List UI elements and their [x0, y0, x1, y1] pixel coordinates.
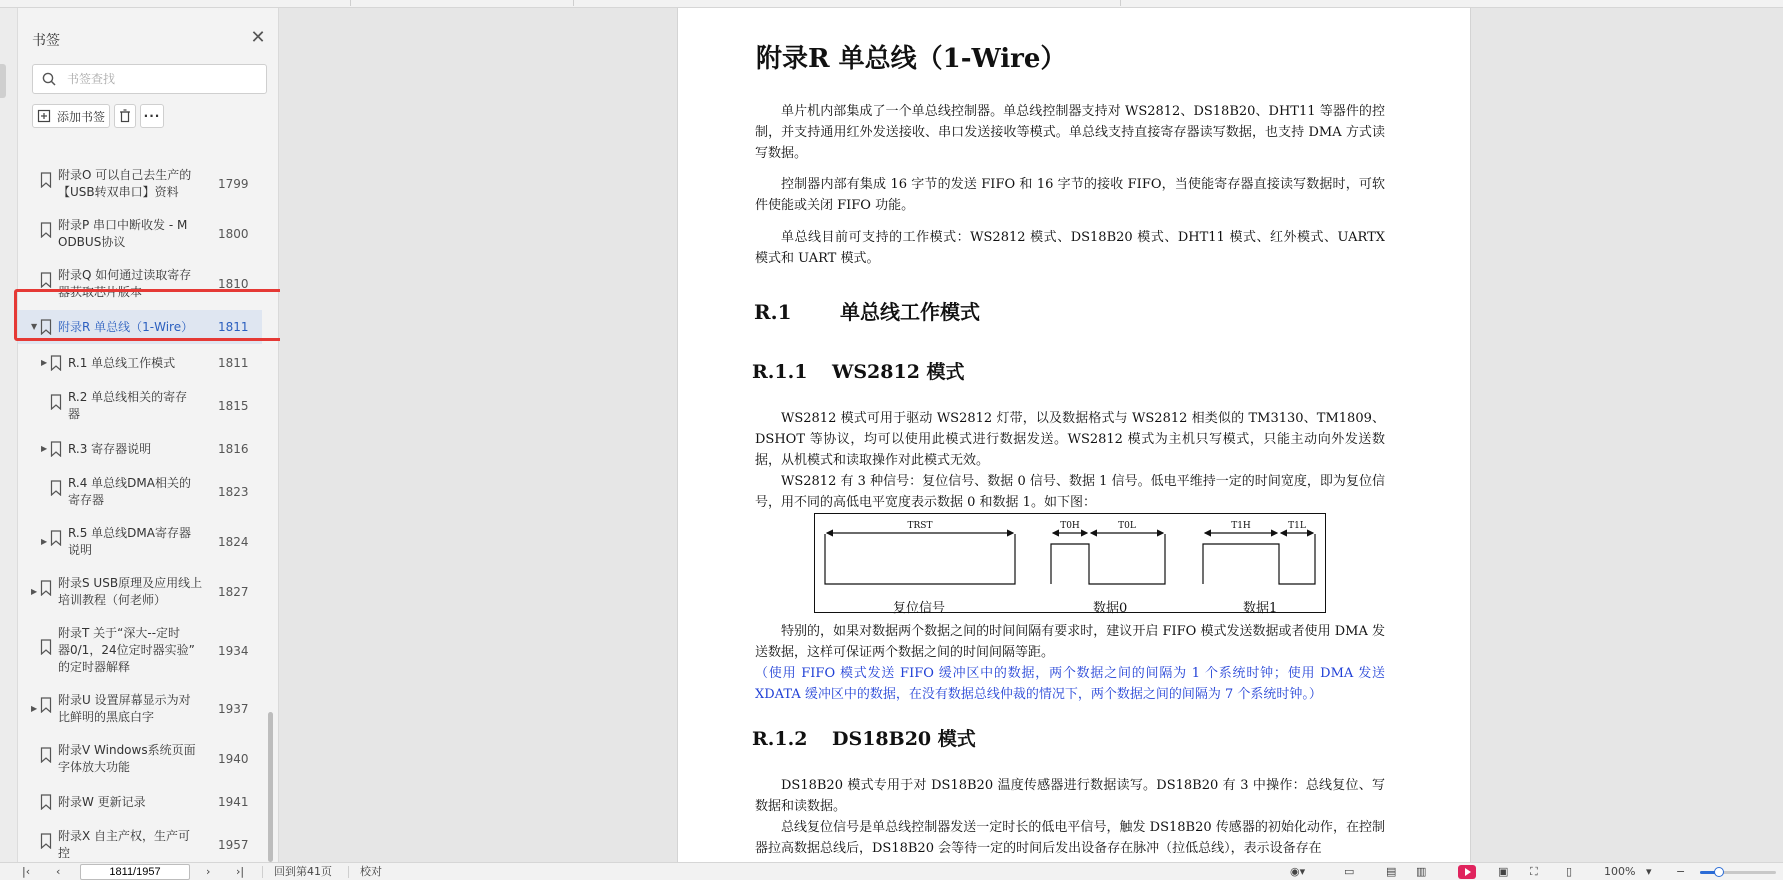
expand-arrow-icon[interactable]: ▶ [41, 537, 48, 546]
bookmark-item[interactable] [18, 685, 262, 733]
bookmark-page-number: 1941 [218, 795, 249, 809]
proofread-button[interactable]: 校对 [360, 865, 382, 878]
add-bookmark-label: 添加书签 [57, 109, 106, 124]
bookmark-icon [40, 222, 52, 238]
add-bookmark-button[interactable] [32, 104, 110, 128]
play-icon[interactable] [1458, 865, 1476, 879]
bookmark-item[interactable] [18, 785, 262, 819]
bookmark-label: 附录S USB原理及应用线上 [58, 576, 203, 590]
bookmark-item[interactable] [18, 735, 262, 783]
bookmark-label: 器0/1，24位定时器实验” [58, 643, 195, 657]
bookmark-icon [40, 272, 52, 288]
subsection-number: R.1.2 [752, 728, 808, 750]
fit-page-icon[interactable]: ▣ [1498, 865, 1509, 878]
bookmark-item[interactable] [18, 260, 262, 308]
bookmark-label: 比鲜明的黑底白字 [58, 710, 155, 724]
status-separator [348, 866, 349, 878]
bookmark-icon [50, 394, 62, 410]
bookmark-label: 附录P 串口中断收发 - M [58, 218, 188, 232]
t-rst-label: TRST [907, 521, 933, 531]
bookmark-page-number: 1823 [218, 485, 249, 499]
single-page-icon[interactable]: ▭ [1344, 865, 1355, 878]
bookmark-item[interactable] [18, 346, 262, 380]
t-1l-label: T1L [1288, 521, 1306, 531]
bookmark-label: 附录V Windows系统页面 [58, 743, 196, 757]
bookmark-icon [40, 794, 52, 810]
bookmark-add-icon [37, 109, 51, 123]
subsection-number: R.1.1 [752, 361, 808, 383]
bookmark-view-icon[interactable]: ▯ [1566, 865, 1573, 878]
bookmark-item[interactable] [18, 618, 262, 683]
last-page-button[interactable]: ›| [236, 865, 245, 878]
bookmark-item[interactable] [18, 432, 262, 466]
bookmark-icon [40, 747, 52, 763]
search-input[interactable] [67, 70, 257, 88]
bookmark-page-number: 1810 [218, 277, 249, 291]
zoom-slider-handle[interactable] [1714, 867, 1724, 877]
section-number: R.1 [754, 300, 792, 324]
bookmark-page-number: 1811 [218, 320, 249, 334]
subsection-heading [752, 724, 976, 751]
bookmark-label: R.2 单总线相关的寄存 [68, 390, 188, 404]
bookmark-label: 附录T 关于“深大--定时 [58, 626, 181, 640]
prev-page-button[interactable]: ‹ [56, 865, 61, 878]
paragraph: 总线复位信号是单总线控制器发送一定时长的低电平信号，触发 DS18B20 传感器的初始化动作，在控制器拉高数据总线后，DS18B20 会等待一定的时间后发出设备存在脉冲（拉低总线），表示设备存在 [755, 820, 1385, 856]
bookmark-label: 的定时器解释 [58, 660, 131, 674]
status-separator [262, 866, 263, 878]
delete-bookmark-button[interactable] [114, 104, 136, 128]
bookmark-icon [40, 833, 52, 849]
back-to-page-button[interactable]: 回到第41页 [274, 865, 332, 878]
paragraph: 特别的，如果对数据两个数据之间的时间间隔有要求时，建议开启 FIFO 模式发送数据或者使用 DMA 发送数据，这样可保证两个数据之间的时间间隔等距。 [755, 624, 1385, 660]
bookmark-page-number: 1827 [218, 585, 249, 599]
bookmark-rail-tab[interactable] [0, 64, 6, 98]
bookmark-icon [50, 530, 62, 546]
search-icon [42, 72, 56, 86]
trash-icon [119, 109, 131, 123]
paragraph: 控制器内部有集成 16 字节的发送 FIFO 和 16 字节的接收 FIFO，当使能寄存器直接读写数据时，可软件使能或关闭 FIFO 功能。 [755, 177, 1385, 213]
bookmark-panel [18, 8, 279, 862]
section-heading [754, 296, 980, 325]
paragraph-note: （使用 FIFO 模式发送 FIFO 缓冲区中的数据，两个数据之间的间隔为 1 个系统时钟；使用 DMA 发送 XDATA 缓冲区中的数据，在没有数据总线仲裁的情况下，两个数据之间的间隔为 7 个系统时钟。） [755, 666, 1385, 702]
page-number-input[interactable] [80, 864, 190, 880]
continuous-page-icon[interactable]: ▤ [1386, 865, 1397, 878]
paragraph: 单片机内部集成了一个单总线控制器。单总线控制器支持对 WS2812、DS18B20、DHT11 等器件的控制，并支持通用红外发送接收、串口发送接收等模式。单总线支持直接寄存器读写数据，也支持 DMA 方式读写数据。 [755, 104, 1385, 161]
t-1h-label: T1H [1231, 521, 1251, 531]
expand-arrow-icon[interactable]: ▶ [41, 444, 48, 453]
toolbar-separator [1120, 0, 1121, 6]
scrollbar-thumb[interactable] [268, 712, 273, 862]
bookmark-icon [40, 319, 52, 335]
paragraph: 单总线目前可支持的工作模式：WS2812 模式、DS18B20 模式、DHT11 模式、红外模式、UARTX 模式和 UART 模式。 [755, 230, 1385, 266]
bookmark-label: 寄存器 [68, 493, 105, 507]
bookmark-icon [40, 697, 52, 713]
bookmark-page-number: 1800 [218, 227, 249, 241]
bookmark-page-number: 1940 [218, 752, 249, 766]
toolbar-separator [573, 0, 574, 6]
bookmark-label: R.5 单总线DMA寄存器 [68, 526, 191, 540]
bookmark-label: 附录U 设置屏幕显示为对 [58, 693, 191, 707]
bookmark-label: 附录O 可以自己去生产的 [58, 168, 192, 182]
bookmark-page-number: 1811 [218, 356, 249, 370]
bookmark-item[interactable] [18, 310, 262, 344]
two-page-icon[interactable]: ▥ [1416, 865, 1427, 878]
bookmark-label: 字体放大功能 [58, 760, 131, 774]
bookmark-icon [50, 480, 62, 496]
status-bar [0, 862, 1783, 880]
bookmark-icon [40, 172, 52, 188]
bookmark-label: R.3 寄存器说明 [68, 441, 152, 456]
bookmark-label: 器获取芯片版本 [58, 285, 143, 299]
zoom-value[interactable]: 100% [1604, 865, 1636, 878]
bookmark-label: R.1 单总线工作模式 [68, 355, 176, 370]
more-options-button[interactable]: ··· [140, 104, 164, 128]
bookmark-page-number: 1815 [218, 399, 249, 413]
bookmark-page-number: 1816 [218, 442, 249, 456]
t-0l-label: T0L [1118, 521, 1136, 531]
bookmark-page-number: 1937 [218, 702, 249, 716]
section-title: 单总线工作模式 [840, 300, 980, 324]
bookmark-label: ODBUS协议 [58, 235, 126, 249]
bookmark-item[interactable] [18, 821, 262, 862]
bookmark-item[interactable] [18, 468, 262, 516]
paragraph: WS2812 有 3 种信号：复位信号、数据 0 信号、数据 1 信号。低电平维持一定的时间宽度，即为复位信号，用不同的高低电平宽度表示数据 0 和数据 1。如下图： [755, 474, 1385, 510]
bookmark-label: 附录W 更新记录 [58, 794, 146, 809]
figure-caption-reset: 复位信号 [893, 601, 946, 616]
paragraph: WS2812 模式可用于驱动 WS2812 灯带，以及数据格式与 WS2812 相类似的 TM3130、TM1809、DSHOT 等协议，均可以使用此模式进行数据发送。WS2812 模式为主机只写模式，只能主动向外发送数据，从机模式和读取操作对此模式无效。 [755, 411, 1385, 468]
fit-width-icon[interactable]: ⛶ [1530, 865, 1538, 878]
figure-caption-data0: 数据0 [1093, 601, 1128, 616]
bookmark-icon [40, 580, 52, 596]
expand-arrow-icon[interactable]: ▶ [41, 358, 48, 367]
zoom-out-icon[interactable]: − [1676, 865, 1686, 878]
eye-icon[interactable]: ◉▾ [1290, 865, 1306, 878]
panel-title: 书签 [32, 33, 60, 49]
bookmark-page-number: 1799 [218, 177, 249, 191]
page-title: 附录R 单总线（1-Wire） [756, 44, 1067, 74]
subsection-heading [752, 357, 965, 384]
expand-arrow-icon[interactable]: ▶ [31, 704, 38, 713]
bookmark-item[interactable] [18, 382, 262, 430]
expand-arrow-icon[interactable]: ▶ [31, 587, 38, 596]
bookmark-label: 附录X 自主产权，生产可 [58, 829, 191, 843]
bookmark-page-number: 1957 [218, 838, 249, 852]
zoom-dropdown-icon[interactable]: ▾ [1646, 865, 1652, 878]
next-page-button[interactable]: › [206, 865, 211, 878]
bookmark-page-number: 1934 [218, 643, 249, 658]
collapse-arrow-icon[interactable]: ▼ [31, 322, 38, 331]
bookmark-list [18, 154, 270, 862]
paragraph: DS18B20 模式专用于对 DS18B20 温度传感器进行数据读写。DS18B20 有 3 中操作：总线复位、写数据和读数据。 [755, 778, 1385, 814]
close-icon[interactable]: ✕ [250, 27, 266, 48]
left-rail [0, 8, 18, 862]
bookmark-item[interactable] [18, 518, 262, 566]
ws2812-timing-diagram [814, 513, 1326, 616]
bookmark-label: 附录Q 如何通过读取寄存 [58, 268, 192, 282]
document-page [677, 8, 1471, 862]
toolbar-separator [350, 0, 351, 6]
subsection-title: WS2812 模式 [832, 361, 965, 383]
bookmark-label: 控 [58, 846, 71, 860]
top-toolbar-strip [0, 0, 1783, 8]
bookmark-item[interactable] [18, 568, 262, 616]
bookmark-label: 附录R 单总线（1-Wire） [58, 319, 194, 334]
bookmark-icon [40, 639, 52, 655]
figure-caption-data1: 数据1 [1243, 601, 1278, 616]
bookmark-item[interactable] [18, 160, 262, 208]
bookmark-label: 【USB转双串口】资料 [58, 185, 179, 199]
bookmark-page-number: 1824 [218, 535, 249, 549]
bookmark-search[interactable] [32, 64, 267, 94]
bookmark-icon [50, 355, 62, 371]
first-page-button[interactable]: |‹ [22, 865, 31, 878]
bookmark-label: 器 [68, 407, 81, 421]
bookmark-item[interactable] [18, 210, 262, 258]
bookmark-label: 说明 [68, 543, 93, 557]
bookmark-label: R.4 单总线DMA相关的 [68, 476, 191, 490]
bookmark-icon [50, 441, 62, 457]
subsection-title: DS18B20 模式 [832, 728, 976, 750]
t-0h-label: T0H [1060, 521, 1080, 531]
bookmark-label: 培训教程（何老师） [58, 593, 167, 607]
